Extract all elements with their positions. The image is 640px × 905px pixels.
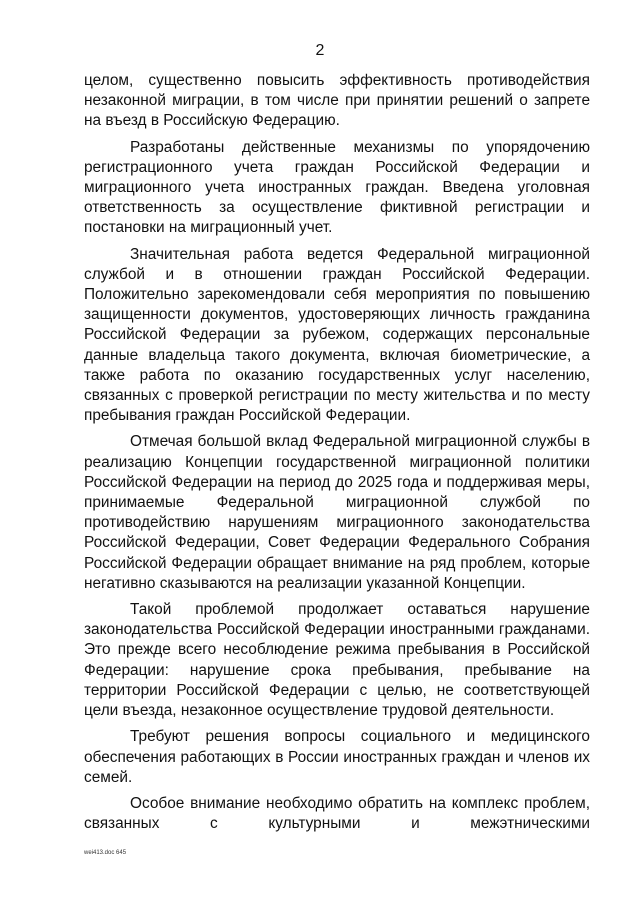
paragraph: целом, существенно повысить эффективность противодействия незаконной миграции, в том числе при принятии решений о запрете на въезд в Российскую Федерацию. — [84, 72, 590, 130]
page-number: 2 — [315, 42, 325, 59]
paragraph: Разработаны действенные механизмы по упорядочению регистрационного учета граждан Российской Федерации и миграционного учета иностранных граждан. Введена уголовная ответственность за осуществление фиктивной регистрации и постановки на миграционный учет. — [84, 138, 590, 237]
paragraph: Значительная работа ведется Федеральной миграционной службой и в отношении граждан Российской Федерации. Положительно зарекомендовали себя мероприятия по повышению защищенности документов, удостоверяющих личность гражданина Российской Федерации за рубежом, содержащих персональные данные владельца такого документа, включая биометрические, а также работа по оказанию государственных услуг населению, связанных с проверкой регистрации по месту жительства и по месту пребывания граждан Российской Федерации. — [84, 245, 590, 425]
paragraph: Особое внимание необходимо обратить на комплекс проблем, связанных с культурными и межэтническими — [84, 794, 590, 833]
paragraph: Такой проблемой продолжает оставаться нарушение законодательства Российской Федерации иностранными гражданами. Это прежде всего несоблюдение режима пребывания в Российской Федерации: нарушение срока пребывания, пребывание на территории Российской Федерации с целью, не соответствующей цели въезда, незаконное осуществление трудовой деятельности. — [84, 601, 590, 720]
paragraph: Отмечая большой вклад Федеральной миграционной службы в реализацию Концепции государственной миграционной политики Российской Федерации на период до 2025 года и поддерживая меры, принимаемые Федеральной миграционной службой по противодействию нарушениям миграционного законодательства Российской Федерации, Совет Федерации Федерального Собрания Российской Федерации обращает внимание на ряд проблем, которые негативно сказываются на реализации указанной Концепции. — [84, 433, 590, 592]
document-body — [84, 71, 590, 834]
paragraph: Требуют решения вопросы социального и медицинского обеспечения работающих в России иностранных граждан и членов их семей. — [84, 728, 590, 786]
footer-file-reference: wei413.doc 645 — [84, 850, 127, 856]
